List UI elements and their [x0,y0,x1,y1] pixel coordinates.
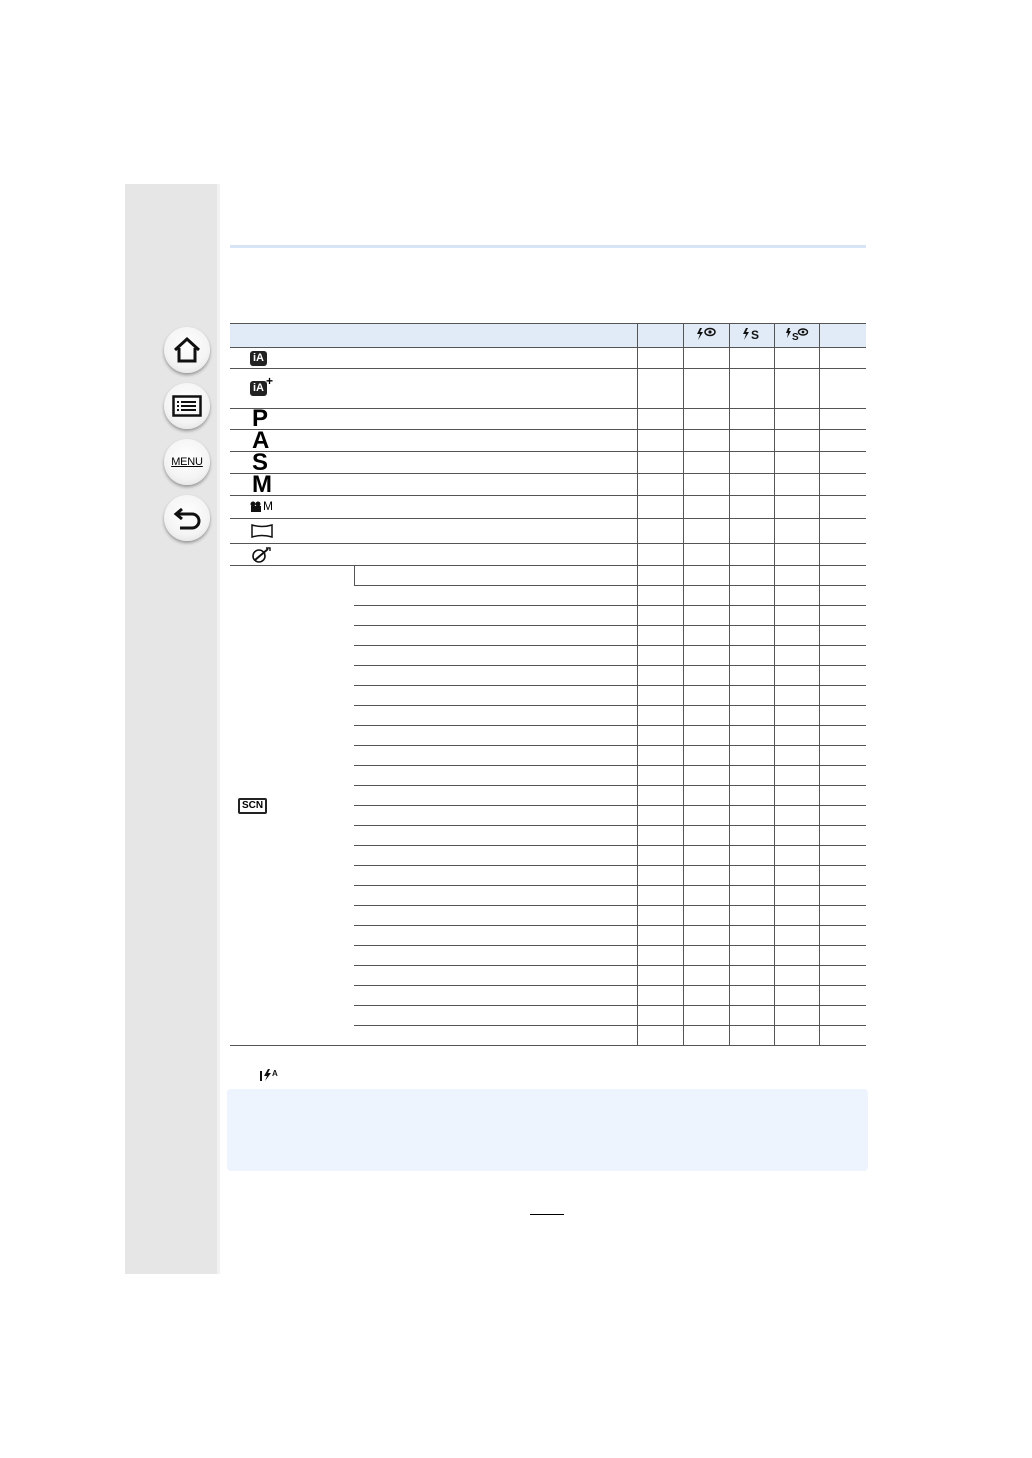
table-row [230,452,866,474]
mode-cell [230,448,637,476]
ia-icon: iA [250,351,267,366]
mode-cell [230,496,637,519]
table-row [230,566,866,586]
mode-cell [230,426,637,454]
scn-icon: SCN [238,798,267,814]
footnote [260,1068,280,1085]
menu-label: MENU [171,456,203,468]
mode-cell [230,405,637,432]
creative-video-icon: M [250,499,273,513]
table-row [230,430,866,452]
mode-cell [230,369,637,409]
table-row [230,496,866,519]
sidebar-divider [217,184,220,1274]
page-number [530,1214,564,1215]
mode-cell [230,348,637,369]
header-col-red-eye [683,324,729,348]
svg-text:S: S [750,328,759,341]
scn-mode-cell [230,566,354,1046]
home-icon [172,336,202,364]
table-header-row [230,324,866,348]
flash-settings-table [230,323,866,1046]
panorama-icon [251,524,273,538]
s-mode-icon: S [252,448,269,476]
menu-button[interactable] [164,439,210,485]
list-icon [172,395,202,417]
m-mode-icon: M [252,470,272,498]
back-button[interactable] [164,495,210,541]
table-row [230,409,866,430]
header-col-slow-sync [729,324,774,348]
home-button[interactable] [164,327,210,373]
header-col-1 [637,324,683,348]
mode-cell [230,544,637,566]
note-box [227,1089,868,1171]
creative-control-icon [251,547,271,563]
header-mode [230,324,637,348]
mode-cell [230,519,637,544]
table-row [230,544,866,566]
flash-slow-sync-red-eye-icon [784,327,810,341]
flash-red-eye-icon [695,327,717,341]
header-col-6 [819,324,866,348]
mode-cell [230,470,637,498]
flash-slow-sync-icon [741,327,763,341]
back-icon [172,505,202,531]
contents-button[interactable] [164,383,210,429]
table-row [230,348,866,369]
header-col-slow-sync-red-eye [774,324,819,348]
ia-plus-icon: iA + [250,381,267,396]
a-mode-icon: A [252,426,270,454]
table-row [230,474,866,496]
table-row [230,519,866,544]
header-rule [230,245,866,248]
svg-text:S: S [791,332,799,341]
svg-text:A: A [272,1069,278,1078]
p-mode-icon: P [252,405,269,432]
flash-auto-icon [260,1068,280,1082]
table-row [230,369,866,409]
